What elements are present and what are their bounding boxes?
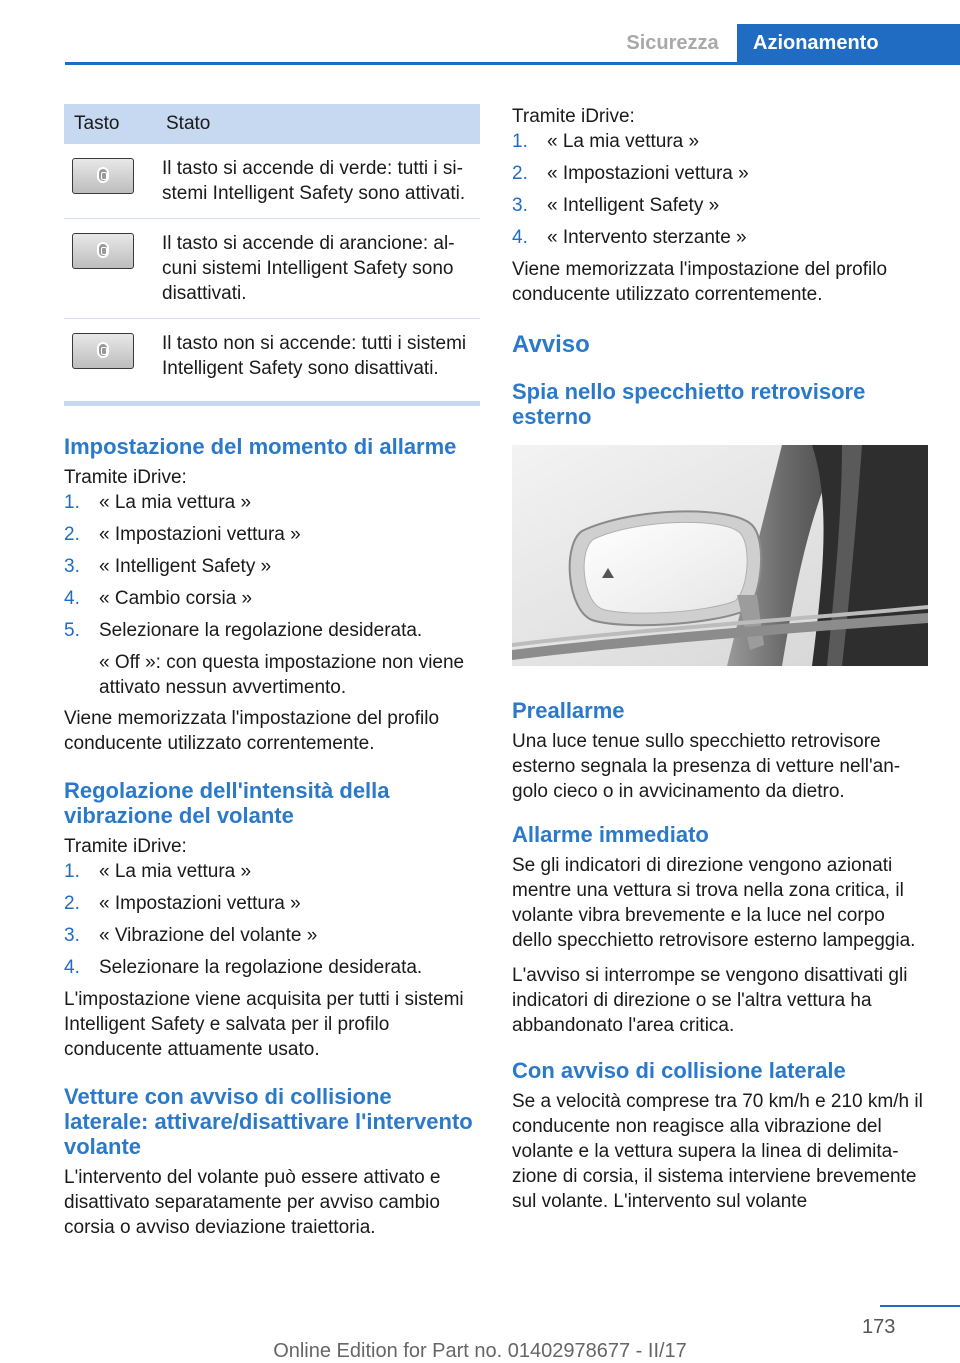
list-item: 3. « Intelligent Safety » [64, 556, 272, 577]
header-chapter-tab: Azionamento [737, 24, 960, 62]
table-header-row [64, 104, 480, 144]
mirror-illustration [512, 445, 928, 666]
section-title-side-collision: Vetture con avviso di collisione laterale: attivare/disattivare l'intervento volante [64, 1084, 473, 1159]
steps-list [64, 490, 480, 643]
steps-list [64, 859, 480, 980]
outro-text: Viene memorizzata l'impostazione del profilo conducente utilizzato correntemente. [512, 259, 888, 305]
intro-text: Tramite iDrive: [64, 467, 187, 488]
step-sub-text: « Off »: con questa impostazione non viene attivato nessun avvertimento. [99, 652, 465, 698]
outro-text: L'impostazione viene acquisita per tutti i sistemi Intelligent Safety e salvata per il profilo conducente attuamente usato. [64, 989, 464, 1060]
list-item: 4. « Cambio corsia » [64, 588, 253, 609]
table-row [64, 219, 480, 319]
list-item: 2. « Impostazioni vettura » [512, 163, 749, 184]
left-column [64, 104, 480, 1240]
header-section-tab: Sicurezza [626, 32, 719, 54]
intro-text: Tramite iDrive: [64, 836, 187, 857]
table-header-key: Tasto [64, 104, 156, 144]
list-item: 3. « Vibrazione del volante » [64, 925, 318, 946]
table-end-bar [64, 401, 480, 406]
table-row-text: Il tasto non si accende: tutti i sistemi Intelligent Safety sono disattivati. [162, 333, 467, 379]
list-item: 1. « La mia vettura » [64, 492, 252, 513]
table-row-text: Il tasto si accende di verde: tutti i sistemi Intelligent Safety sono attivati. [156, 144, 480, 219]
body-text: Se a velocità comprese tra 70 km/h e 210 km/h il conducente non reagisce alla vibrazione del volante e la vettura supera la linea di delimitazione di corsia, il sistema interviene brevemente sul volante. L'intervento sul volante [512, 1091, 923, 1212]
steps-list [512, 129, 928, 250]
status-table [64, 104, 480, 393]
table-row [64, 319, 480, 394]
outro-text: Viene memorizzata l'impostazione del profilo conducente utilizzato correntemente. [64, 708, 440, 754]
table-header-state: Stato [156, 104, 480, 144]
section-title-prealarm: Preallarme [512, 698, 625, 723]
section-title-alarm-time: Impostazione del momento di allarme [64, 434, 457, 459]
list-item: 4. Selezionare la regolazione desiderata. [64, 957, 423, 978]
list-item: 2. « Impostazioni vettura » [64, 524, 301, 545]
body-text: Una luce tenue sullo specchietto retrovisore esterno segnala la presenza di vetture nell'angolo cieco o in avvicinamento da dietro. [512, 731, 901, 802]
list-item: 2. « Impostazioni vettura » [64, 893, 301, 914]
body-text: Se gli indicatori di direzione vengono azionati mentre una vettura si trova nella zona critica, il volante vibra brevemente e la luce nel corpo dello specchietto retrovisore esterno lampeggia. [512, 855, 916, 951]
page-number: 173 [862, 1316, 896, 1338]
table-row-text: Il tasto si accende di arancione: alcuni sistemi Intelligent Safety sono disattivati. [156, 219, 480, 319]
header-rule [65, 62, 960, 65]
list-item: 1. « La mia vettura » [64, 861, 252, 882]
intro-text: Tramite iDrive: [512, 106, 635, 127]
section-title-avviso: Avviso [512, 331, 590, 358]
intelligent-safety-button-icon [72, 158, 134, 194]
right-column [512, 104, 928, 1214]
footer-edition: Online Edition for Part no. 01402978677 - II/17 [273, 1340, 687, 1362]
list-item: 5. Selezionare la regolazione desiderata. [64, 620, 423, 641]
section-title-vibration: Regolazione dell'intensità della vibrazione del volante [64, 778, 390, 828]
section-title-collision-warning: Con avviso di collisione laterale [512, 1058, 846, 1083]
intelligent-safety-button-icon [72, 333, 134, 369]
footer-rule [880, 1305, 960, 1307]
intelligent-safety-button-icon [72, 233, 134, 269]
list-item: 3. « Intelligent Safety » [512, 195, 720, 216]
list-item: 1. « La mia vettura » [512, 131, 700, 152]
table-row [64, 144, 480, 219]
body-text: L'intervento del volante può essere attivato e disattivato separatamente per avviso cambio corsia o avviso deviazione traiettoria. [64, 1167, 441, 1238]
list-item: 4. « Intervento sterzante » [512, 227, 747, 248]
body-text: L'avviso si interrompe se vengono disattivati gli indicatori di direzione o se l'altra vettura ha abbandonato l'area critica. [512, 965, 908, 1036]
section-title-mirror-light: Spia nello specchietto retrovisore esterno [512, 379, 866, 429]
section-title-immediate-alarm: Allarme immediato [512, 822, 709, 847]
